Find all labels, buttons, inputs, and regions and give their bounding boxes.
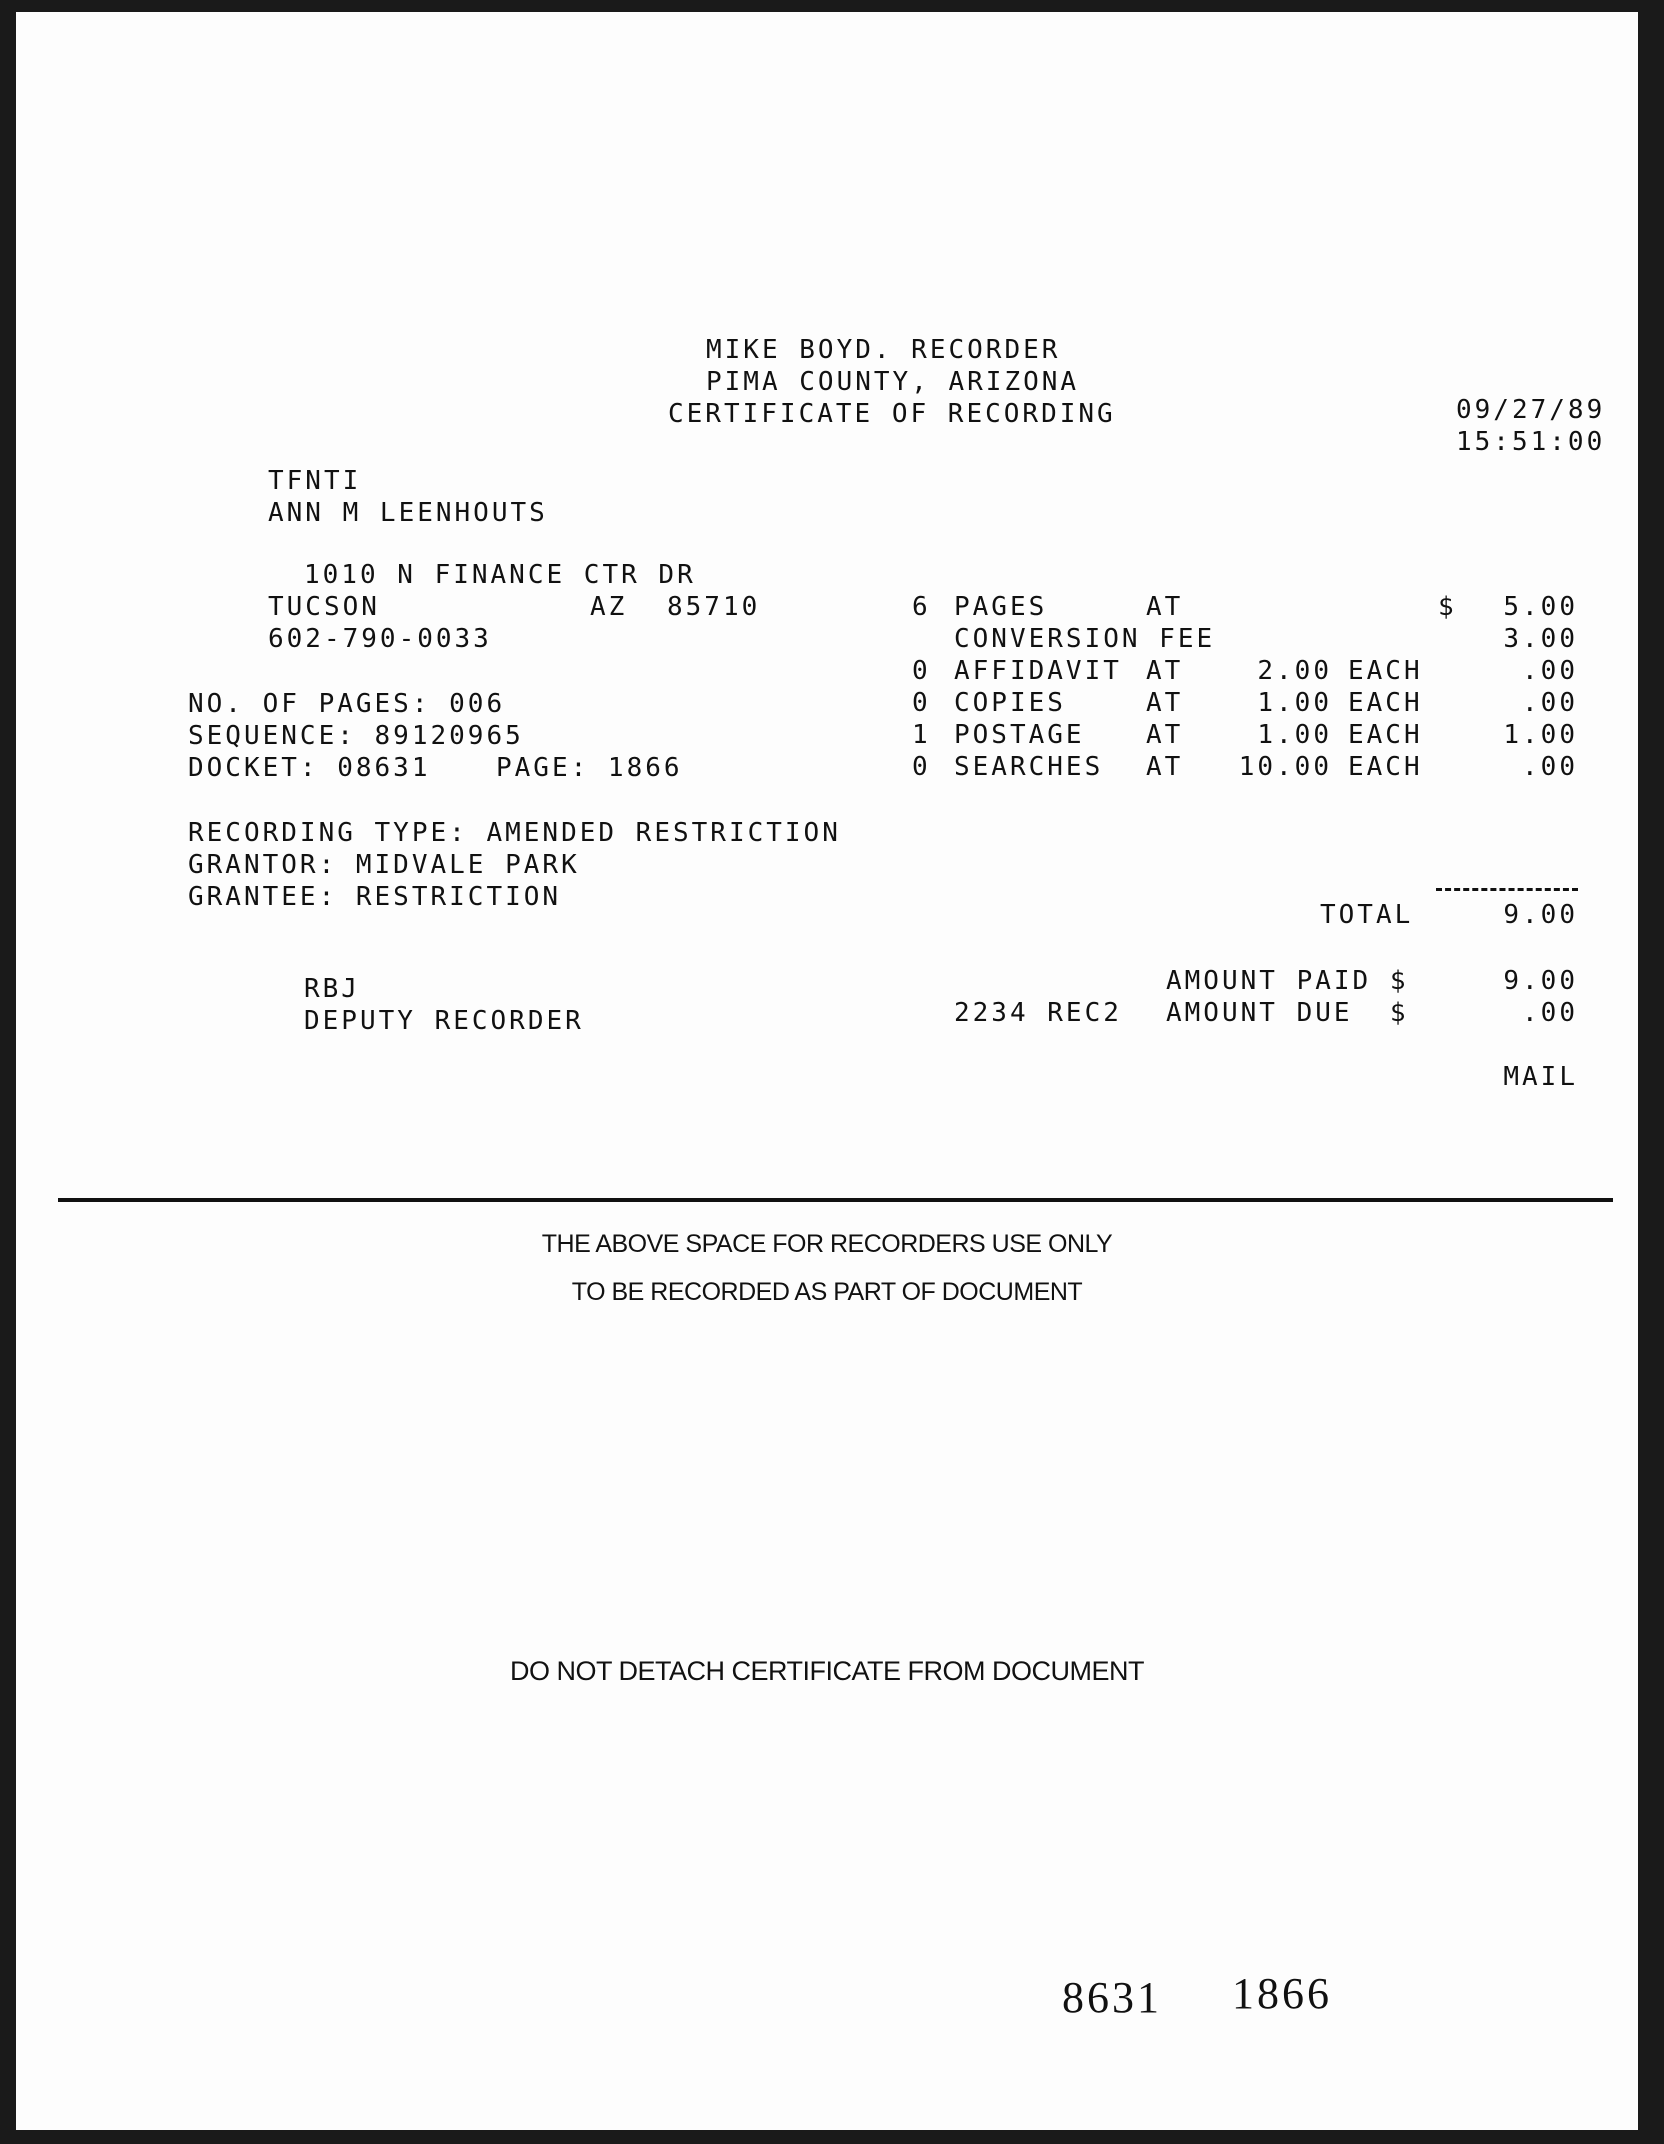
fee-amount: 5.00 bbox=[1503, 592, 1578, 622]
fee-each: EACH bbox=[1348, 688, 1423, 718]
grantee: GRANTEE: RESTRICTION bbox=[188, 882, 562, 912]
deputy-initials: RBJ bbox=[304, 974, 360, 1004]
recorder-use-notice: THE ABOVE SPACE FOR RECORDERS USE ONLY bbox=[541, 1230, 1113, 1258]
separator-line bbox=[58, 1198, 1613, 1202]
fee-item: CONVERSION FEE bbox=[954, 624, 1216, 654]
fee-amount: 3.00 bbox=[1503, 624, 1578, 654]
fee-each: EACH bbox=[1348, 656, 1423, 686]
party-line-1: TFNTI bbox=[268, 466, 362, 496]
fee-at: AT bbox=[1146, 720, 1184, 750]
deputy-title: DEPUTY RECORDER bbox=[304, 1006, 584, 1036]
party-city: TUCSON bbox=[268, 592, 380, 622]
certificate-sheet bbox=[16, 12, 1638, 2130]
payment-method: MAIL bbox=[1503, 1062, 1578, 1092]
party-zip: 85710 bbox=[667, 592, 761, 622]
fee-at: AT bbox=[1146, 592, 1184, 622]
party-state: AZ bbox=[590, 592, 628, 622]
sequence-number: SEQUENCE: 89120965 bbox=[188, 721, 524, 751]
fee-item: PAGES bbox=[954, 592, 1048, 622]
amount-due-label: AMOUNT DUE $ bbox=[1166, 998, 1409, 1028]
fee-item: POSTAGE bbox=[954, 720, 1085, 750]
recording-time: 15:51:00 bbox=[1456, 427, 1606, 457]
fee-rate: 1.00 bbox=[1257, 720, 1332, 750]
recorder-name: MIKE BOYD. RECORDER bbox=[706, 335, 1061, 365]
record-part-notice: TO BE RECORDED AS PART OF DOCUMENT bbox=[571, 1278, 1083, 1306]
certificate-title: CERTIFICATE OF RECORDING bbox=[668, 399, 1116, 429]
fee-amount: .00 bbox=[1522, 688, 1578, 718]
fee-rate: 10.00 bbox=[1238, 752, 1332, 782]
fee-at: AT bbox=[1146, 752, 1184, 782]
grantor: GRANTOR: MIDVALE PARK bbox=[188, 850, 580, 880]
fee-item: AFFIDAVIT bbox=[954, 656, 1122, 686]
fee-amount: .00 bbox=[1522, 656, 1578, 686]
fee-amount: .00 bbox=[1522, 752, 1578, 782]
fee-qty: 0 bbox=[912, 656, 931, 686]
party-street: 1010 N FINANCE CTR DR bbox=[304, 560, 696, 590]
amount-due-value: .00 bbox=[1522, 998, 1578, 1028]
total-label: TOTAL bbox=[1320, 900, 1414, 930]
amount-paid-label: AMOUNT PAID $ bbox=[1166, 966, 1409, 996]
number-of-pages: NO. OF PAGES: 006 bbox=[188, 689, 506, 719]
party-phone: 602-790-0033 bbox=[268, 624, 492, 654]
footer-page-number: 1866 bbox=[1232, 1969, 1332, 2018]
fee-item: COPIES bbox=[954, 688, 1066, 718]
fee-item: SEARCHES bbox=[954, 752, 1104, 782]
fee-each: EACH bbox=[1348, 752, 1423, 782]
fee-at: AT bbox=[1146, 656, 1184, 686]
fee-qty: 6 bbox=[912, 592, 931, 622]
total-divider bbox=[1436, 888, 1578, 891]
fee-qty: 1 bbox=[912, 720, 931, 750]
register-code: 2234 REC2 bbox=[954, 998, 1122, 1028]
fee-rate: 2.00 bbox=[1257, 656, 1332, 686]
fee-qty: 0 bbox=[912, 752, 931, 782]
county-name: PIMA COUNTY, ARIZONA bbox=[706, 367, 1080, 397]
fee-rate: 1.00 bbox=[1257, 688, 1332, 718]
docket-number: DOCKET: 08631 bbox=[188, 753, 431, 783]
fee-each: EACH bbox=[1348, 720, 1423, 750]
fee-at: AT bbox=[1146, 688, 1184, 718]
footer-docket-number: 8631 bbox=[1062, 1973, 1162, 2022]
fee-amount: 1.00 bbox=[1503, 720, 1578, 750]
fee-qty: 0 bbox=[912, 688, 931, 718]
recording-date: 09/27/89 bbox=[1456, 395, 1606, 425]
do-not-detach-notice: DO NOT DETACH CERTIFICATE FROM DOCUMENT bbox=[510, 1656, 1144, 1686]
dollar-sign: $ bbox=[1438, 592, 1457, 622]
docket-page: PAGE: 1866 bbox=[496, 753, 683, 783]
amount-paid-value: 9.00 bbox=[1503, 966, 1578, 996]
party-name: ANN M LEENHOUTS bbox=[268, 498, 548, 528]
recording-type: RECORDING TYPE: AMENDED RESTRICTION bbox=[188, 818, 841, 848]
total-value: 9.00 bbox=[1503, 900, 1578, 930]
